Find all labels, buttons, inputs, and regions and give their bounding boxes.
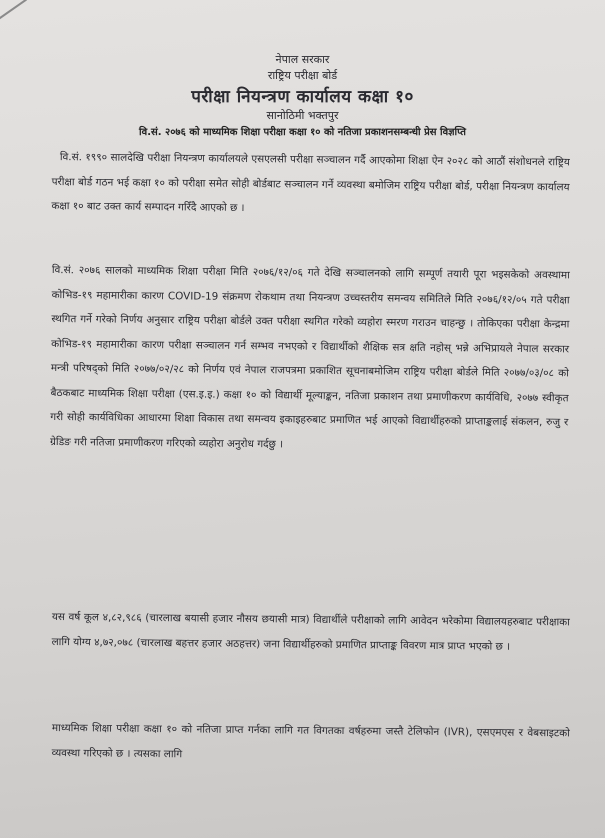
office-title: परीक्षा नियन्त्रण कार्यालय कक्षा १० xyxy=(191,87,414,107)
paragraph-covid-postponement: वि.सं. २०७६ सालको माध्यमिक शिक्षा परीक्षा मिति २०७६/१२/०६ गते देखि सञ्चालनको लागि सम्पूर्ण तयारी पूरा भइसकेको अवस्थामा कोभिड-१९ महामारीका कारण COVID-19 संक्रमण रोकथाम तथा नियन्त्रण उच्चस्तरीय समन्वय समितिले मिति २०७६/१२/०५ गते परीक्षा स्थगित गर्ने गरेको निर्णय अनुसार राष्ट्रिय परीक्षा बोर्डले उक्त परीक्षा स्थगित गरेको व्यहोरा स्मरण गराउन चाहन्छु । तोकिएका परीक्षा केन्द्रमा कोभिड-१९ महामारीका कारण परीक्षा सञ्चालन गर्न सम्भव नभएको र विद्यार्थीको शैक्षिक सत्र क्षति नहोस् भन्ने अभिप्रायले नेपाल सरकार मन्त्री परिषद्को मिति २०७७/०२/२८ को निर्णय एवं नेपाल राजपत्रमा प्रकाशित सूचनाबमोजिम राष्ट्रिय परीक्षा बोर्डले मिति २०७७/०३/०८ को बैठकबाट माध्यमिक शिक्षा परीक्षा (एस.इ.इ.) कक्षा १० को विद्यार्थी मूल्याङ्कन, नतिजा प्रकाशन तथा प्रमाणीकरण कार्यविधि, २०७७ स्वीकृत गरी सोही कार्यविधिका आधारमा शिक्षा विकास तथा समन्वय इकाइहरुबाट प्रमाणित भई आएको विद्यार्थीहरुको प्राप्ताङ्कलाई संकलन, रुजु र ग्रेडिङ गरी नतिजा प्रमाणीकरण गरिएको व्यहोरा अनुरोध गर्दछु । xyxy=(50,263,570,450)
board-name: राष्ट्रिय परीक्षा बोर्ड xyxy=(267,69,338,82)
press-release-subject: वि.सं. २०७६ को माध्यमिक शिक्षा परीक्षा कक्षा १० को नतिजा प्रकाशनसम्बन्धी प्रेस विज्ञप्ति xyxy=(139,127,466,138)
paragraph-history: वि.सं. १९९० सालदेखि परीक्षा नियन्त्रण कार्यालयले एसएलसी परीक्षा सञ्चालन गर्दै आएकोमा शिक्षा ऐन २०२८ को आठौं संशोधनले राष्ट्रिय परीक्षा बोर्ड गठन भई कक्षा १० को परीक्षा समेत सोही बोर्डबाट सञ्चालन गर्ने व्यवस्था बमोजिम राष्ट्रिय परीक्षा बोर्ड, परीक्षा नियन्त्रण कार्यालय कक्षा १० बाट उक्त कार्य सम्पादन गरिँदै आएको छ । xyxy=(51,151,570,215)
paragraph-student-count: यस वर्ष कूल ४,८२,९८६ (चारलाख बयासी हजार नौसय छयासी मात्र) विद्यार्थीले परीक्षाको लागि आवेदन भरेकोमा विद्यालयहरुबाट परीक्षाका लागि योग्य ४,७२,०७८ (चारलाख बहत्तर हजार अठहत्तर) जना विद्यार्थीहरुको प्रमाणित प्राप्ताङ्क विवरण मात्र प्राप्त भएको छ । xyxy=(51,610,570,653)
paragraph-result-access: माध्यमिक शिक्षा परीक्षा कक्षा १० को नतिजा प्राप्त गर्नका लागि गत विगतका वर्षहरुमा जस्तै टेलिफोन (IVR), एसएमएस र वेबसाइटको व्यवस्था गरिएको छ । त्यसका लागि xyxy=(51,721,570,760)
paper-crease xyxy=(0,0,27,23)
government-name: नेपाल सरकार xyxy=(275,53,330,66)
office-location: सानोठिमी भक्तपुर xyxy=(266,109,339,122)
